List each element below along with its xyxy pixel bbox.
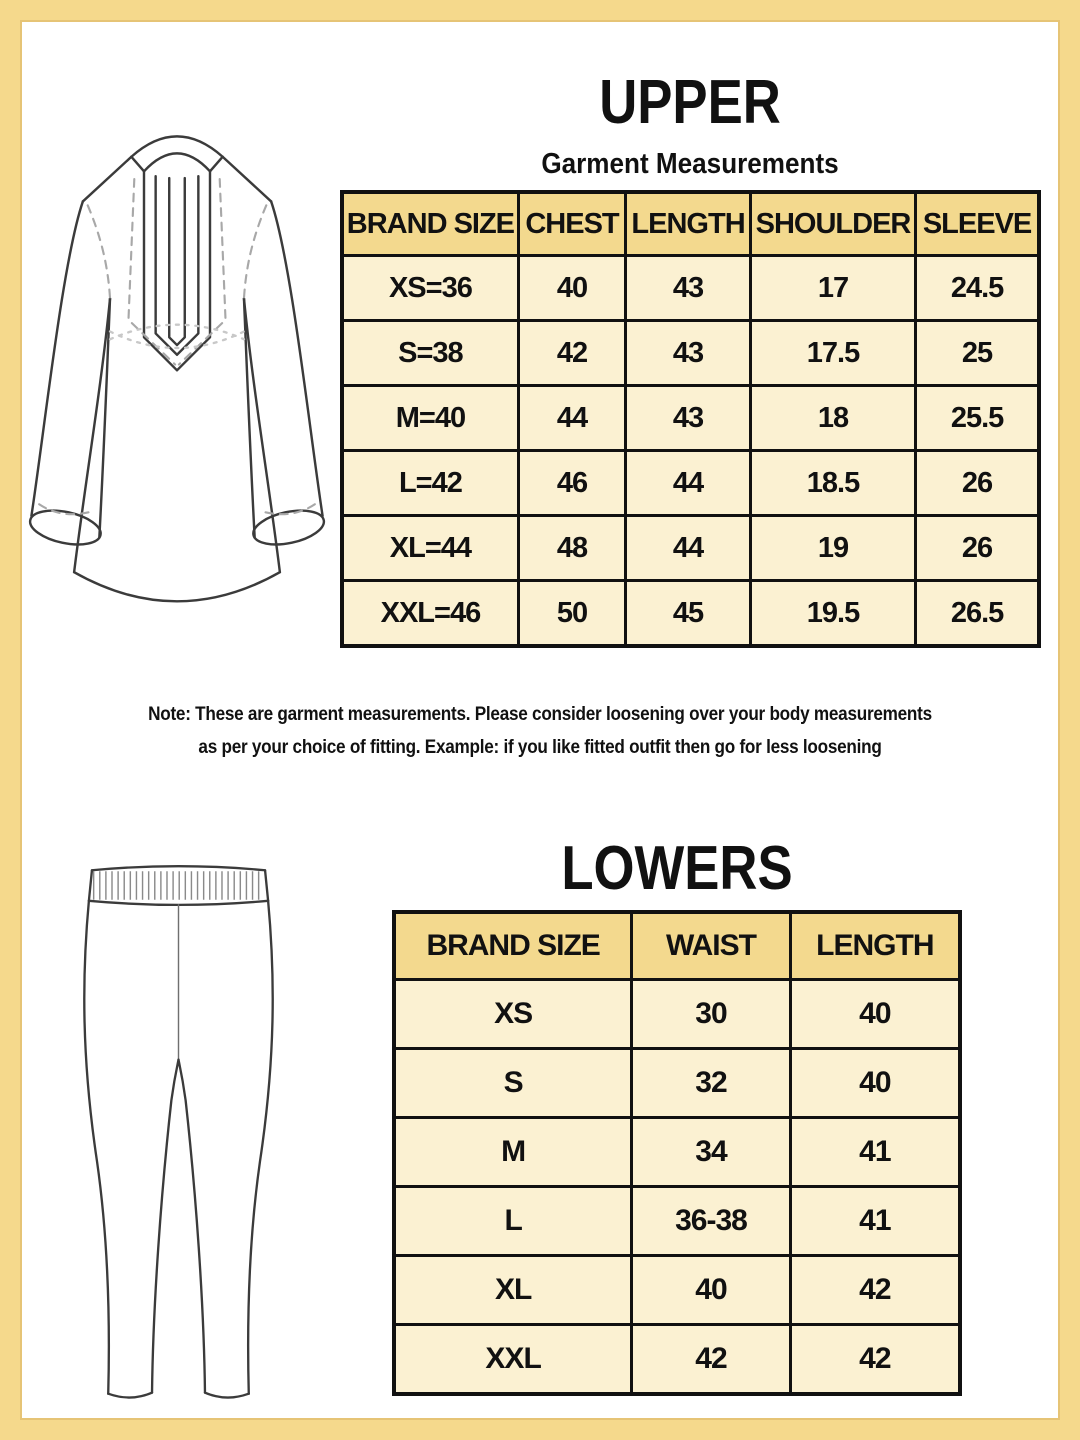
cell-size: S=38 (342, 321, 518, 386)
lowers-section-title: LOWERS (561, 834, 793, 903)
cell-chest: 44 (518, 386, 625, 451)
cell-chest: 46 (518, 451, 625, 516)
cell-chest: 42 (518, 321, 625, 386)
lowers-table-header-row (394, 912, 960, 980)
cell-waist: 40 (632, 1256, 790, 1325)
table-row (342, 451, 1039, 516)
pants-illustration (46, 856, 311, 1411)
table-row (394, 1118, 960, 1187)
kurta-illustration (12, 108, 342, 653)
table-row (342, 321, 1039, 386)
cell-chest: 40 (518, 256, 625, 321)
upper-col-length: LENGTH (626, 192, 751, 256)
cell-waist: 30 (632, 980, 790, 1049)
cell-length: 45 (626, 581, 751, 647)
cell-shoulder: 18 (750, 386, 915, 451)
cell-length: 44 (626, 451, 751, 516)
cell-sleeve: 26 (916, 451, 1039, 516)
cell-length: 40 (790, 1049, 960, 1118)
cell-length: 43 (626, 386, 751, 451)
cell-size: XS (394, 980, 632, 1049)
cell-sleeve: 25 (916, 321, 1039, 386)
table-row (342, 386, 1039, 451)
cell-sleeve: 26.5 (916, 581, 1039, 647)
cell-length: 40 (790, 980, 960, 1049)
cell-shoulder: 19.5 (750, 581, 915, 647)
lowers-col-brand-size: BRAND SIZE (394, 912, 632, 980)
cell-sleeve: 26 (916, 516, 1039, 581)
upper-section-subtitle: Garment Measurements (541, 148, 839, 180)
note-line-2: as per your choice of fitting. Example: if you like fitted outfit then go for less loosening (198, 736, 882, 759)
cell-length: 41 (790, 1118, 960, 1187)
cell-chest: 48 (518, 516, 625, 581)
table-row (342, 516, 1039, 581)
cell-size: XXL=46 (342, 581, 518, 647)
cell-sleeve: 25.5 (916, 386, 1039, 451)
cell-length: 44 (626, 516, 751, 581)
table-row (394, 1325, 960, 1395)
upper-col-brand-size: BRAND SIZE (342, 192, 518, 256)
table-row (394, 1049, 960, 1118)
cell-length: 41 (790, 1187, 960, 1256)
cell-length: 42 (790, 1256, 960, 1325)
cell-shoulder: 18.5 (750, 451, 915, 516)
note-line-1: Note: These are garment measurements. Please consider loosening over your body measurements (148, 703, 932, 725)
cell-size: S (394, 1049, 632, 1118)
kurta-armhole-seam (88, 205, 110, 298)
upper-col-sleeve: SLEEVE (916, 192, 1039, 256)
cell-shoulder: 17.5 (750, 321, 915, 386)
cell-size: XS=36 (342, 256, 518, 321)
upper-col-shoulder: SHOULDER (750, 192, 915, 256)
cell-length: 42 (790, 1325, 960, 1395)
cell-chest: 50 (518, 581, 625, 647)
cell-waist: 36-38 (632, 1187, 790, 1256)
table-row (394, 1187, 960, 1256)
cell-size: L=42 (342, 451, 518, 516)
lowers-col-length: LENGTH (790, 912, 960, 980)
upper-table-header-row (342, 192, 1039, 256)
cell-size: L (394, 1187, 632, 1256)
cell-waist: 42 (632, 1325, 790, 1395)
cell-size: XXL (394, 1325, 632, 1395)
pants-waistband-outline (92, 866, 265, 870)
lowers-col-waist: WAIST (632, 912, 790, 980)
table-row (342, 256, 1039, 321)
upper-section-title: UPPER (599, 68, 781, 137)
cell-shoulder: 17 (750, 256, 915, 321)
upper-size-table (340, 190, 1041, 648)
table-row (342, 581, 1039, 647)
cell-size: XL=44 (342, 516, 518, 581)
cell-size: XL (394, 1256, 632, 1325)
cell-shoulder: 19 (750, 516, 915, 581)
upper-col-chest: CHEST (518, 192, 625, 256)
measurement-note (65, 698, 1015, 764)
table-row (394, 1256, 960, 1325)
cell-length: 43 (626, 321, 751, 386)
cell-sleeve: 24.5 (916, 256, 1039, 321)
cell-size: M (394, 1118, 632, 1187)
cell-length: 43 (626, 256, 751, 321)
cell-waist: 34 (632, 1118, 790, 1187)
cell-size: M=40 (342, 386, 518, 451)
lowers-size-table (392, 910, 962, 1396)
cell-waist: 32 (632, 1049, 790, 1118)
table-row (394, 980, 960, 1049)
